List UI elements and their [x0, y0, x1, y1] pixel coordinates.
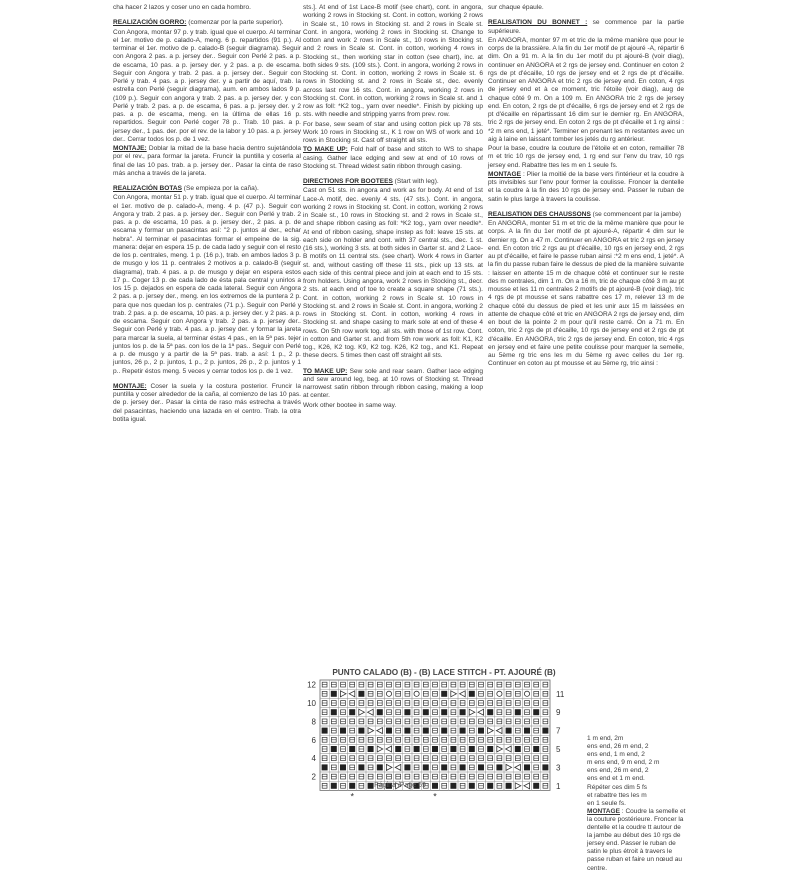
- section-heading-note: Doblar la mitad de la base hacia dentro sujetándola por el rev., para formar la jareta. Fruncir la puntilla y coserla al final de las 10 pas. trab. a p. jersey der.. Pasar la cinta de raso más ancha a través de la jareta.: [113, 145, 301, 177]
- chart-row-label-left: 8: [311, 717, 316, 727]
- french-column: [488, 4, 684, 370]
- section-heading: TO MAKE UP:: [303, 367, 348, 375]
- chart-row-label-right: 7: [556, 726, 561, 736]
- section-heading-paragraph: [303, 178, 483, 186]
- section-heading-paragraph: [113, 19, 301, 27]
- paragraph: En ANGORA, monter 51 m et tric de la même manière que pour le corps. A la fin du 1er motif de pt ajouré-A, répartir 4 dim sur le dernier rg. On a 47 m. Continuer en ANGORA et tric 2 rgs en jersey end. En coton tric 2 rgs au pt d'écaille, 10 rgs en jersey end, 2 rgs au pt d'écaille, et faire le passe ruban ainsi :*2 m ens end, 1 jeté*. A la fin du passe ruban faire le dessus de pied de la manière suivante : laisser en attente 15 m de chaque côté et continuer sur le reste des m centrales, dim 1 m. On a 16 m, tric de chaque côté 3 m au pt mousse et les 11 m centrales 2 motifs de pt ajouré-B (voir diag). tric 4 rgs de pt mousse et sans rabattre ces 17 m, relever 13 m de chaque côté du dessus de pied et les unir aux 15 m laissées en attente de chaque côté et tric en ANGORA 2 rgs de jersey end, dim en bout de la pointe 2 m pour qu'il reste carré. On a 71 m. En coton, tric 2 rgs de pt d'écaille, 10 rgs de jersey end et 2 rgs de pt d'écaille. En ANGORA, tric 2 rgs de jersey end. En coton, tric 4 rgs en jersey end et faire une petite coulisse pour marquer la semelle, au 5ème rg tric ens les m du 5ème rg avec celles du 1er rg. Continuer en coton au pt mousse et au 5ème rg, tric ainsi :: [488, 220, 684, 368]
- section-heading-note: se commence par la partie supérieure.: [488, 19, 684, 35]
- section-heading: MONTAJE:: [113, 145, 147, 152]
- paragraph: For base, sew seam of star and using cotton pick up 78 sts. Work 10 rows in Stocking st., K 1 row on WS of work and 10 rows in Stocking st. Cast off straight all sts.: [303, 120, 483, 144]
- section-heading: REALISATION DU BONNET :: [488, 19, 588, 27]
- text-line: ens end et 1 m end.: [587, 775, 645, 783]
- text-line: et rabattre ttes les m: [587, 791, 647, 799]
- section-heading: TO MAKE UP:: [303, 146, 348, 154]
- section-heading-note: : Plier la moitié de la base vers l'intérieur et la coudre à pts invisibles sur l'env pour former la coulisse. Froncer la dentelle et la coudre à la fin des 10 rgs de jersey end. Passer le ruban de satin le plus large à travers la coulisse.: [488, 170, 684, 203]
- paragraph: En ANGORA, monter 97 m et tric de la même manière que pour le corps de la brassière. A la fin du 1er motif de pt ajouré -A, répartir 6 dim. On a 91 m. A la fin du 1er motif du pt ajouré-B (voir diag), continuer en ANGORA et 2 rgs de jersey end. Continuer en coton 2 rgs de pt d'écaille, 10 rgs de jersey end et 2 rgs de pt d'écaille. Continuer en ANGORA et tric 2 rgs de jersey end. En coton, 4 rgs de jersey end et à ce moment, tric l'étoile (voir diag), aug de chaque côté 9 m. On a 109 m. En ANGORA tric 2 rgs de jersey end. En coton, 2 rgs de pt d'écaille, 6 rgs de jersey end et 2 rgs de pt d'écaille en répartissant 16 dim sur le dernier rg. En ANGORA, tric 2 rgs de jersey end. En coton 2 rgs de pt d'écaille et 1 rg ainsi : *2 m ens end, 1 jeté*. Terminer en prenant les m restantes avec un aig à laine en laissant tomber les jetés du rg antérieur.: [488, 36, 684, 143]
- chart-row-label-left: 2: [311, 772, 316, 782]
- text-line: en 1 seule fs.: [587, 799, 626, 807]
- section-heading: MONTAJE:: [113, 382, 147, 390]
- french-column-continued: [587, 735, 687, 873]
- chart-row-label-right: 1: [556, 781, 561, 791]
- chart-repeat-marker: *: [433, 791, 437, 802]
- section-heading: REALIZACIÓN GORRO:: [113, 19, 187, 27]
- section-heading-paragraph: [303, 368, 483, 401]
- section-heading-paragraph: [303, 146, 483, 171]
- section-heading: REALIZACIÓN BOTAS: [113, 185, 182, 192]
- paragraph: Cast on 51 sts. in angora and work as for body. At end of 1st Lace-A motif, dec. evenly 4 sts. (47 sts.). Cont. in angora, working 2 rows in Stocking st. Cont. in cotton, working 2 rows in Scale st., 10 rows in Stocking st. and 2 rows in Scale st., and shape ribbon casing as foll: *K2 tog., yarn over needle*. At end of ribbon casing, shape instep as foll: leave 15 sts. at each side on holder and cont. with 37 central sts., dec. 1 st. (16 sts.), working 3 sts. at both sides in Garter st. and 2 Lace-B motifs on 11 central sts. (see chart). Work 4 rows in Garter st. and, without casting off these 11 sts., pick up 13 sts. at each side of this central piece and join at each end to 15 sts. from holders. Using angora, work 2 rows in Stocking st., decr. 2 sts. at each end of toe to create a square shape (71 sts.). Cont. in cotton, working 2 rows in Scale st. 10 rows in Stocking st. and 2 rows in Scale st. Cont. in angora, working 2 rows in Stocking st. Cont. in cotton, working 4 rows in Stocking st. and shape casing to mark sole at end of these 4 rows. On 5th row work tog. all sts. with those of 1st row. Cont. in cotton and Garter st. and from 5th row work as foll: K1, K2 tog., K26, K2 tog. K9, K2 tog. K26, K2 tog., and K1. Repeat these decrs. 5 times then cast off straight all sts.: [303, 187, 483, 360]
- section-heading-paragraph: [488, 211, 684, 219]
- section-heading-paragraph: [113, 185, 301, 193]
- section-heading-note: (se commencent par la jambe): [590, 210, 682, 218]
- section-heading: MONTAGE: [488, 170, 521, 178]
- paragraph: Pour la base, coudre la couture de l'étoile et en coton, remailler 78 m et tric 10 rgs de jersey end, 1 rg end sur l'env du trav, 10 rgs jersey end. Rabattre ttes les m en 1 seule fs.: [488, 145, 684, 169]
- paragraph: Con Angora, montar 51 p. y trab. igual que el cuerpo. Al terminar el 1er. motivo de p. calado-A, meng. 4 p. (47 p.). Seguir con Angora y trab. 2 pas. a p. jersey der.. Seguir con Perlé y trab. 2 pas. a p. de escama, 10 pas. a p. jersey der., 2 pas. a p. de escama y formar un pasacintas así: "2 p. juntos al der., echar hebra". Al terminar el pasacintas formar el empeine de la sig. manera: dejar en espera 15 p. de cada lado y seguir con el resto de los p. centrales, meng. 1 p. (16 p.), trab. en ambos lados 3 p. de musgo y los 11 p. centrales 2 motivos a p. calado-B (seguir diagrama), trab. 4 pas. a p. de musgo y dejar en espera estos 17 p.. Coger 13 p. de cada lado de ésta pala central y unirlos a los 15 p. dejados en espera de cada lateral. Seguir con Angora 2 pas. a p. jersey der., meng. en los extremos de la puntera 2 p. para que nos quedan los p. centrales (71 p.). Seguir con Perlé y trab. 2 pas. a p. de escama, 10 pas. a p. jersey der. y 2 pas. a p. de escama. Seguir con Angora y trab. 2 pas. a p. jersey der.. Seguir con Perlé y trab. 4 pas. a p. jersey der. y formar la jareta para marcar la suela, al terminar éstas 4 pas., en la 5ª pas. tejer juntos los p. de la 5ª pas. con los de la 1ª pas.. Seguir con Perlé a p. de musgo y a partir de la 5ª pas. trab. a así: 1 p., 2 p. juntos, 26 p., 2 p. juntos, 1 p., 2 p. juntos, 26 p., 2 p. juntos y 1 p.. Repetir éstos meng. 5 veces y cerrar todos los p. de 1 vez.: [113, 194, 301, 375]
- text-line: ens end, 1 m end, 2: [587, 751, 645, 759]
- chart-row-label-left: 4: [311, 754, 316, 764]
- chart-row-label-left: 12: [307, 680, 316, 690]
- chart-row-label-right: 9: [556, 708, 561, 718]
- section-heading-note: (comenzar por la parte superior).: [186, 19, 284, 27]
- paragraph: Con Angora, montar 97 p. y trab. igual que el cuerpo. Al terminar el 1er. motivo de p. calado-A, meng. 6 p. repartidos (91 p.). Al terminar el 1er. motivo de p. calado-B (seguir diagrama). Seguir con Angora 2 pas. a p. jersey der.. Seguir con Perlé 2 pas. a p. de escama, 10 pas. a p. jersey der. y 2 pas. a p. de escama. Seguir con Angora y trab. 2 pas. a p. jersey der.. Seguir con Perlé y trab. 4 pas. a p. jersey der. y a partir de aquí, trab. la estrella con Perlé (seguir diagrama), aum. en ambos lados 9 p. (109 p.). Seguir con angora y trab. 2 pas. a p. jersey der. y con Perlé y trab. 2 pas. a p. de escama, 6 pas. a p. jersey der. y 2 pas. a p. de escama, meng. en la última de ellas 16 p. repartidos. Seguir con Perlé coger 78 p.. Trab. 10 pas. a p. jersey der., 1 pas. der. por el rev. de la labor y 10 pas. a p. jersey der.. Cerrar todos los p. de 1 vez.: [113, 28, 301, 143]
- spanish-column: [113, 4, 301, 425]
- montage-heading: MONTAGE: [587, 807, 620, 815]
- text-line: Répéter ces dim 5 fs: [587, 783, 648, 791]
- section-heading-paragraph: [488, 19, 684, 36]
- chart-row-label-right: 3: [556, 763, 561, 773]
- paragraph: cha hacer 2 lazos y coser uno en cada hombro.: [113, 4, 251, 11]
- paragraph: sur chaque épaule.: [488, 4, 544, 11]
- section-heading-paragraph: [113, 145, 301, 178]
- section-heading: DIRECTIONS FOR BOOTEES: [303, 178, 393, 185]
- english-column: [303, 4, 483, 411]
- page-footer: Página /Page 59: [374, 782, 426, 789]
- section-heading-note: Sew sole and rear seam. Gather lace edging and sew around leg, beg. at 10 rows of Stocking st. Thread narrowest satin ribbon through ribbon casing, making a loop at center.: [303, 367, 483, 400]
- paragraph: sts.]. At end of 1st Lace-B motif (see chart), cont. in angora, working 2 rows in Stocking st. Cont. in cotton, working 2 rows in Scale st., 10 rows in Stocking st. and 2 rows in Scale st. Cont. in angora, working 2 rows in Stocking st. Change to cotton and work 2 rows in Scale st., 10 rows in Stocking st. and 2 rows in Scale st. Cont. in cotton, working 4 rows in Stocking st., then working star in cotton (see chart), inc. at both sides 9 sts. (109 sts.). Cont. in angora, working 2 rows in Stocking st. Cont. in cotton, working 2 rows in Scale st. 6 rows in Stocking st. and 2 rows in Scale st., dec. evenly across last row 16 sts. Cont. in angora, working 2 rows in Stocking st. Cont. in cotton, working 2 rows in Scale st. and 1 row as foll: *K2 tog., yarn over needle*. Finish by picking up sts. with needle and stripping yarns from prev. row.: [303, 4, 483, 119]
- section-heading-note: (Se empieza por la caña).: [181, 185, 259, 192]
- section-heading-note: Coser la suela y la costura posterior. Fruncir la puntilla y coser alrededor de la caña, al comienzo de las 10 pas. de p. jersey der.. Pasar la cinta de raso más estrecha a través del pasacintas, haciendo una lazada en el centro. Trab. la otra botita igual.: [113, 382, 301, 423]
- section-heading: REALISATION DES CHAUSSONS: [488, 210, 591, 218]
- montage-text: : Coudre la semelle et la couture postérieure. Froncer la dentelle et la coudre tt autour de la jambe au début des 10 rgs de jersey end. Passer le ruban de satin le plus étroit à travers le passe ruban et faire un nœud au centre.: [587, 807, 686, 872]
- section-heading-note: (Start with leg).: [392, 178, 439, 185]
- text-line: m ens end, 9 m end, 2 m: [587, 759, 660, 767]
- chart-title: PUNTO CALADO (B) - (B) LACE STITCH - PT. AJOURÉ (B): [332, 668, 556, 677]
- montage-paragraph: [587, 808, 687, 873]
- section-heading-paragraph: [113, 383, 301, 424]
- paragraph: Work other bootee in same way.: [303, 401, 397, 409]
- section-heading-paragraph: [488, 171, 684, 204]
- text-line: ens end, 26 m end, 2: [587, 743, 649, 751]
- section-heading-note: Fold half of base and stitch to WS to shape casing. Gather lace edging and sew at end of 10 rows of Stocking st. Thread widest satin ribbon through casing.: [303, 146, 483, 170]
- chart-row-label-right: 5: [556, 745, 561, 754]
- text-line: ens end, 26 m end, 2: [587, 767, 649, 775]
- chart-row-label-right: 11: [556, 689, 565, 699]
- chart-row-label-left: 6: [311, 735, 316, 745]
- text-line: 1 m end, 2m: [587, 735, 624, 742]
- chart-row-label-left: 10: [307, 699, 316, 708]
- chart-repeat-marker: *: [350, 791, 354, 802]
